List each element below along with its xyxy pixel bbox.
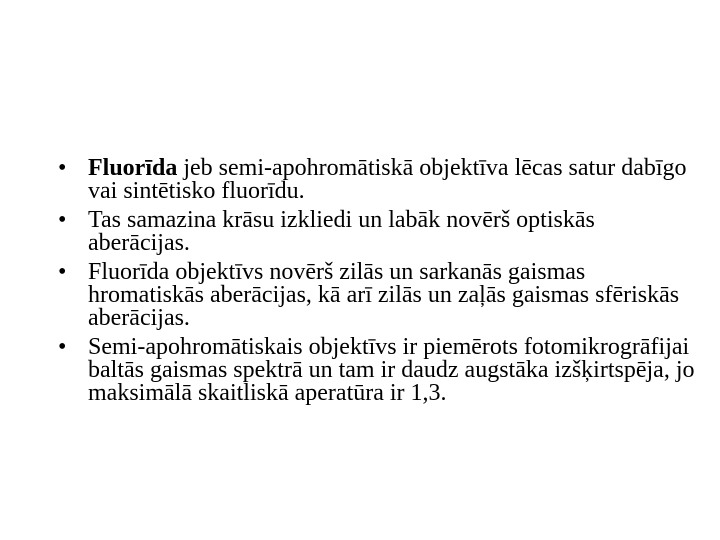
bullet-item-fluorite-lens [58, 157, 698, 203]
bullet-marker: • [58, 155, 67, 181]
bullet-marker: • [58, 259, 67, 285]
bullet-text: Tas samazina krāsu izkliedi un labāk novērš optiskās aberācijas. [88, 207, 595, 256]
bullet-item-dispersion [58, 209, 698, 255]
bullet-list [58, 157, 698, 411]
bullet-marker: • [58, 334, 67, 360]
bullet-marker: • [58, 207, 67, 233]
bullet-text: jeb semi-apohromātiskā objektīva lēcas satur dabīgo vai sintētisko fluorīdu. [88, 155, 687, 204]
bullet-item-semi-apochromat [58, 336, 698, 405]
bullet-item-aberrations [58, 261, 698, 330]
bullet-term: Fluorīda [88, 155, 178, 181]
bullet-text: Fluorīda objektīvs novērš zilās un sarkanās gaismas hromatiskās aberācijas, kā arī zilās un zaļās gaismas sfēriskās aberācijas. [88, 259, 680, 331]
bullet-text: Semi-apohromātiskais objektīvs ir piemērots fotomikrogrāfijai baltās gaismas spektrā un tam ir daudz augstāka izšķirtspēja, jo maksimālā skaitliskā aperatūra ir 1,3. [88, 334, 695, 406]
